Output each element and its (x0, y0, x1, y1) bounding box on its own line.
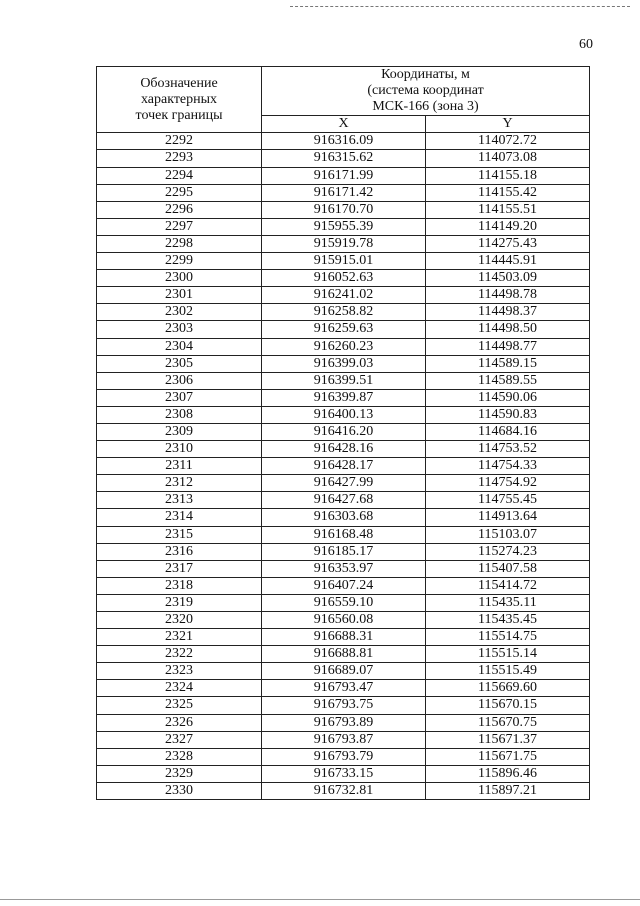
x-coordinate-cell: 916185.17 (262, 543, 426, 560)
x-coordinate-cell: 916303.68 (262, 509, 426, 526)
table-row (97, 167, 590, 184)
table-row (97, 748, 590, 765)
coordinates-group-header (262, 67, 590, 116)
y-coordinate-cell: 115515.49 (426, 663, 590, 680)
point-cell: 2305 (97, 355, 262, 372)
y-column-header: Y (426, 116, 590, 133)
x-coordinate-cell: 916688.81 (262, 646, 426, 663)
table-row (97, 765, 590, 782)
y-coordinate-cell: 115414.72 (426, 577, 590, 594)
point-cell: 2307 (97, 389, 262, 406)
x-coordinate-cell: 916171.42 (262, 184, 426, 201)
table-row (97, 270, 590, 287)
table-row (97, 629, 590, 646)
y-coordinate-cell: 114155.42 (426, 184, 590, 201)
x-coordinate-cell: 916793.75 (262, 697, 426, 714)
point-cell: 2297 (97, 218, 262, 235)
x-coordinate-cell: 916689.07 (262, 663, 426, 680)
point-header-line: характерных (140, 91, 218, 107)
point-cell: 2300 (97, 270, 262, 287)
table-row (97, 458, 590, 475)
point-cell: 2294 (97, 167, 262, 184)
x-coordinate-cell: 916733.15 (262, 765, 426, 782)
header-row-top (97, 67, 590, 116)
table-row (97, 218, 590, 235)
table-row (97, 201, 590, 218)
x-coordinate-cell: 916315.62 (262, 150, 426, 167)
point-cell: 2311 (97, 458, 262, 475)
x-coordinate-cell: 916259.63 (262, 321, 426, 338)
point-cell: 2313 (97, 492, 262, 509)
y-coordinate-cell: 115896.46 (426, 765, 590, 782)
x-coordinate-cell: 916427.68 (262, 492, 426, 509)
table-row (97, 782, 590, 799)
x-coordinate-cell: 916793.79 (262, 748, 426, 765)
x-coordinate-cell: 916427.99 (262, 475, 426, 492)
x-coordinate-cell: 916559.10 (262, 594, 426, 611)
y-coordinate-cell: 115514.75 (426, 629, 590, 646)
coords-header-line: МСК-166 (зона 3) (372, 99, 479, 115)
table-row (97, 253, 590, 270)
y-coordinate-cell: 114073.08 (426, 150, 590, 167)
table-row (97, 355, 590, 372)
x-coordinate-cell: 916560.08 (262, 612, 426, 629)
point-cell: 2296 (97, 201, 262, 218)
table-row (97, 560, 590, 577)
table-row (97, 663, 590, 680)
table-row (97, 526, 590, 543)
x-coordinate-cell: 916793.89 (262, 714, 426, 731)
point-column-header (97, 67, 262, 133)
table-row (97, 543, 590, 560)
y-coordinate-cell: 114913.64 (426, 509, 590, 526)
y-coordinate-cell: 114589.55 (426, 372, 590, 389)
y-coordinate-cell: 114072.72 (426, 133, 590, 150)
point-cell: 2324 (97, 680, 262, 697)
x-coordinate-cell: 915955.39 (262, 218, 426, 235)
x-coordinate-cell: 916353.97 (262, 560, 426, 577)
x-coordinate-cell: 916170.70 (262, 201, 426, 218)
x-coordinate-cell: 916428.17 (262, 458, 426, 475)
y-coordinate-cell: 115671.37 (426, 731, 590, 748)
point-cell: 2321 (97, 629, 262, 646)
table-row (97, 423, 590, 440)
point-cell: 2314 (97, 509, 262, 526)
coords-header-line: (система координат (367, 83, 484, 99)
x-coordinate-cell: 916416.20 (262, 423, 426, 440)
table-row (97, 441, 590, 458)
point-header-line: точек границы (135, 107, 223, 123)
table-row (97, 235, 590, 252)
y-coordinate-cell: 115103.07 (426, 526, 590, 543)
y-coordinate-cell: 114753.52 (426, 441, 590, 458)
table-row (97, 304, 590, 321)
table-header (97, 67, 590, 133)
x-coordinate-cell: 915915.01 (262, 253, 426, 270)
x-column-header: X (262, 116, 426, 133)
point-cell: 2308 (97, 406, 262, 423)
point-cell: 2310 (97, 441, 262, 458)
table-row (97, 321, 590, 338)
table-row (97, 150, 590, 167)
point-cell: 2322 (97, 646, 262, 663)
point-cell: 2330 (97, 782, 262, 799)
y-coordinate-cell: 115671.75 (426, 748, 590, 765)
point-cell: 2327 (97, 731, 262, 748)
point-cell: 2326 (97, 714, 262, 731)
y-coordinate-cell: 114755.45 (426, 492, 590, 509)
x-coordinate-cell: 916171.99 (262, 167, 426, 184)
x-coordinate-cell: 916399.03 (262, 355, 426, 372)
point-cell: 2329 (97, 765, 262, 782)
table-row (97, 594, 590, 611)
y-coordinate-cell: 115515.14 (426, 646, 590, 663)
table-body (97, 133, 590, 800)
top-scan-rule (290, 6, 630, 7)
y-coordinate-cell: 115274.23 (426, 543, 590, 560)
y-coordinate-cell: 115897.21 (426, 782, 590, 799)
point-cell: 2325 (97, 697, 262, 714)
y-coordinate-cell: 114590.06 (426, 389, 590, 406)
x-coordinate-cell: 916258.82 (262, 304, 426, 321)
point-cell: 2320 (97, 612, 262, 629)
table-row (97, 492, 590, 509)
table-row (97, 389, 590, 406)
table-row (97, 577, 590, 594)
point-cell: 2312 (97, 475, 262, 492)
point-cell: 2295 (97, 184, 262, 201)
table-row (97, 646, 590, 663)
y-coordinate-cell: 114754.92 (426, 475, 590, 492)
coordinates-table (96, 66, 590, 800)
point-cell: 2293 (97, 150, 262, 167)
y-coordinate-cell: 114754.33 (426, 458, 590, 475)
x-coordinate-cell: 916688.31 (262, 629, 426, 646)
y-coordinate-cell: 115407.58 (426, 560, 590, 577)
x-coordinate-cell: 916052.63 (262, 270, 426, 287)
table-row (97, 612, 590, 629)
x-coordinate-cell: 916793.87 (262, 731, 426, 748)
table-row (97, 184, 590, 201)
y-coordinate-cell: 114498.77 (426, 338, 590, 355)
y-coordinate-cell: 114590.83 (426, 406, 590, 423)
table-row (97, 680, 590, 697)
y-coordinate-cell: 114589.15 (426, 355, 590, 372)
y-coordinate-cell: 114503.09 (426, 270, 590, 287)
point-cell: 2318 (97, 577, 262, 594)
point-cell: 2301 (97, 287, 262, 304)
point-cell: 2298 (97, 235, 262, 252)
y-coordinate-cell: 114498.37 (426, 304, 590, 321)
point-cell: 2304 (97, 338, 262, 355)
table-row (97, 372, 590, 389)
table-row (97, 714, 590, 731)
point-cell: 2299 (97, 253, 262, 270)
bottom-scan-rule (0, 899, 640, 900)
y-coordinate-cell: 114445.91 (426, 253, 590, 270)
table-row (97, 406, 590, 423)
y-coordinate-cell: 114149.20 (426, 218, 590, 235)
x-coordinate-cell: 916399.51 (262, 372, 426, 389)
page-number: 60 (579, 37, 593, 52)
y-coordinate-cell: 115435.45 (426, 612, 590, 629)
table-row (97, 509, 590, 526)
y-coordinate-cell: 115669.60 (426, 680, 590, 697)
y-coordinate-cell: 114275.43 (426, 235, 590, 252)
y-coordinate-cell: 115670.15 (426, 697, 590, 714)
point-cell: 2292 (97, 133, 262, 150)
x-coordinate-cell: 916428.16 (262, 441, 426, 458)
x-coordinate-cell: 916793.47 (262, 680, 426, 697)
y-coordinate-cell: 114498.78 (426, 287, 590, 304)
point-cell: 2317 (97, 560, 262, 577)
point-cell: 2302 (97, 304, 262, 321)
point-header-line: Обозначение (140, 75, 218, 91)
point-cell: 2316 (97, 543, 262, 560)
table-row (97, 338, 590, 355)
table-row (97, 731, 590, 748)
point-cell: 2328 (97, 748, 262, 765)
point-cell: 2309 (97, 423, 262, 440)
x-coordinate-cell: 916399.87 (262, 389, 426, 406)
y-coordinate-cell: 114155.51 (426, 201, 590, 218)
x-coordinate-cell: 916407.24 (262, 577, 426, 594)
y-coordinate-cell: 114684.16 (426, 423, 590, 440)
x-coordinate-cell: 916260.23 (262, 338, 426, 355)
x-coordinate-cell: 916316.09 (262, 133, 426, 150)
y-coordinate-cell: 114498.50 (426, 321, 590, 338)
x-coordinate-cell: 916400.13 (262, 406, 426, 423)
point-cell: 2323 (97, 663, 262, 680)
y-coordinate-cell: 115435.11 (426, 594, 590, 611)
y-coordinate-cell: 114155.18 (426, 167, 590, 184)
table-row (97, 697, 590, 714)
point-cell: 2319 (97, 594, 262, 611)
x-coordinate-cell: 916732.81 (262, 782, 426, 799)
y-coordinate-cell: 115670.75 (426, 714, 590, 731)
table-row (97, 475, 590, 492)
x-coordinate-cell: 915919.78 (262, 235, 426, 252)
table-row (97, 287, 590, 304)
coords-header-line: Координаты, м (381, 67, 470, 82)
x-coordinate-cell: 916168.48 (262, 526, 426, 543)
table-row (97, 133, 590, 150)
point-cell: 2303 (97, 321, 262, 338)
point-cell: 2306 (97, 372, 262, 389)
x-coordinate-cell: 916241.02 (262, 287, 426, 304)
point-cell: 2315 (97, 526, 262, 543)
